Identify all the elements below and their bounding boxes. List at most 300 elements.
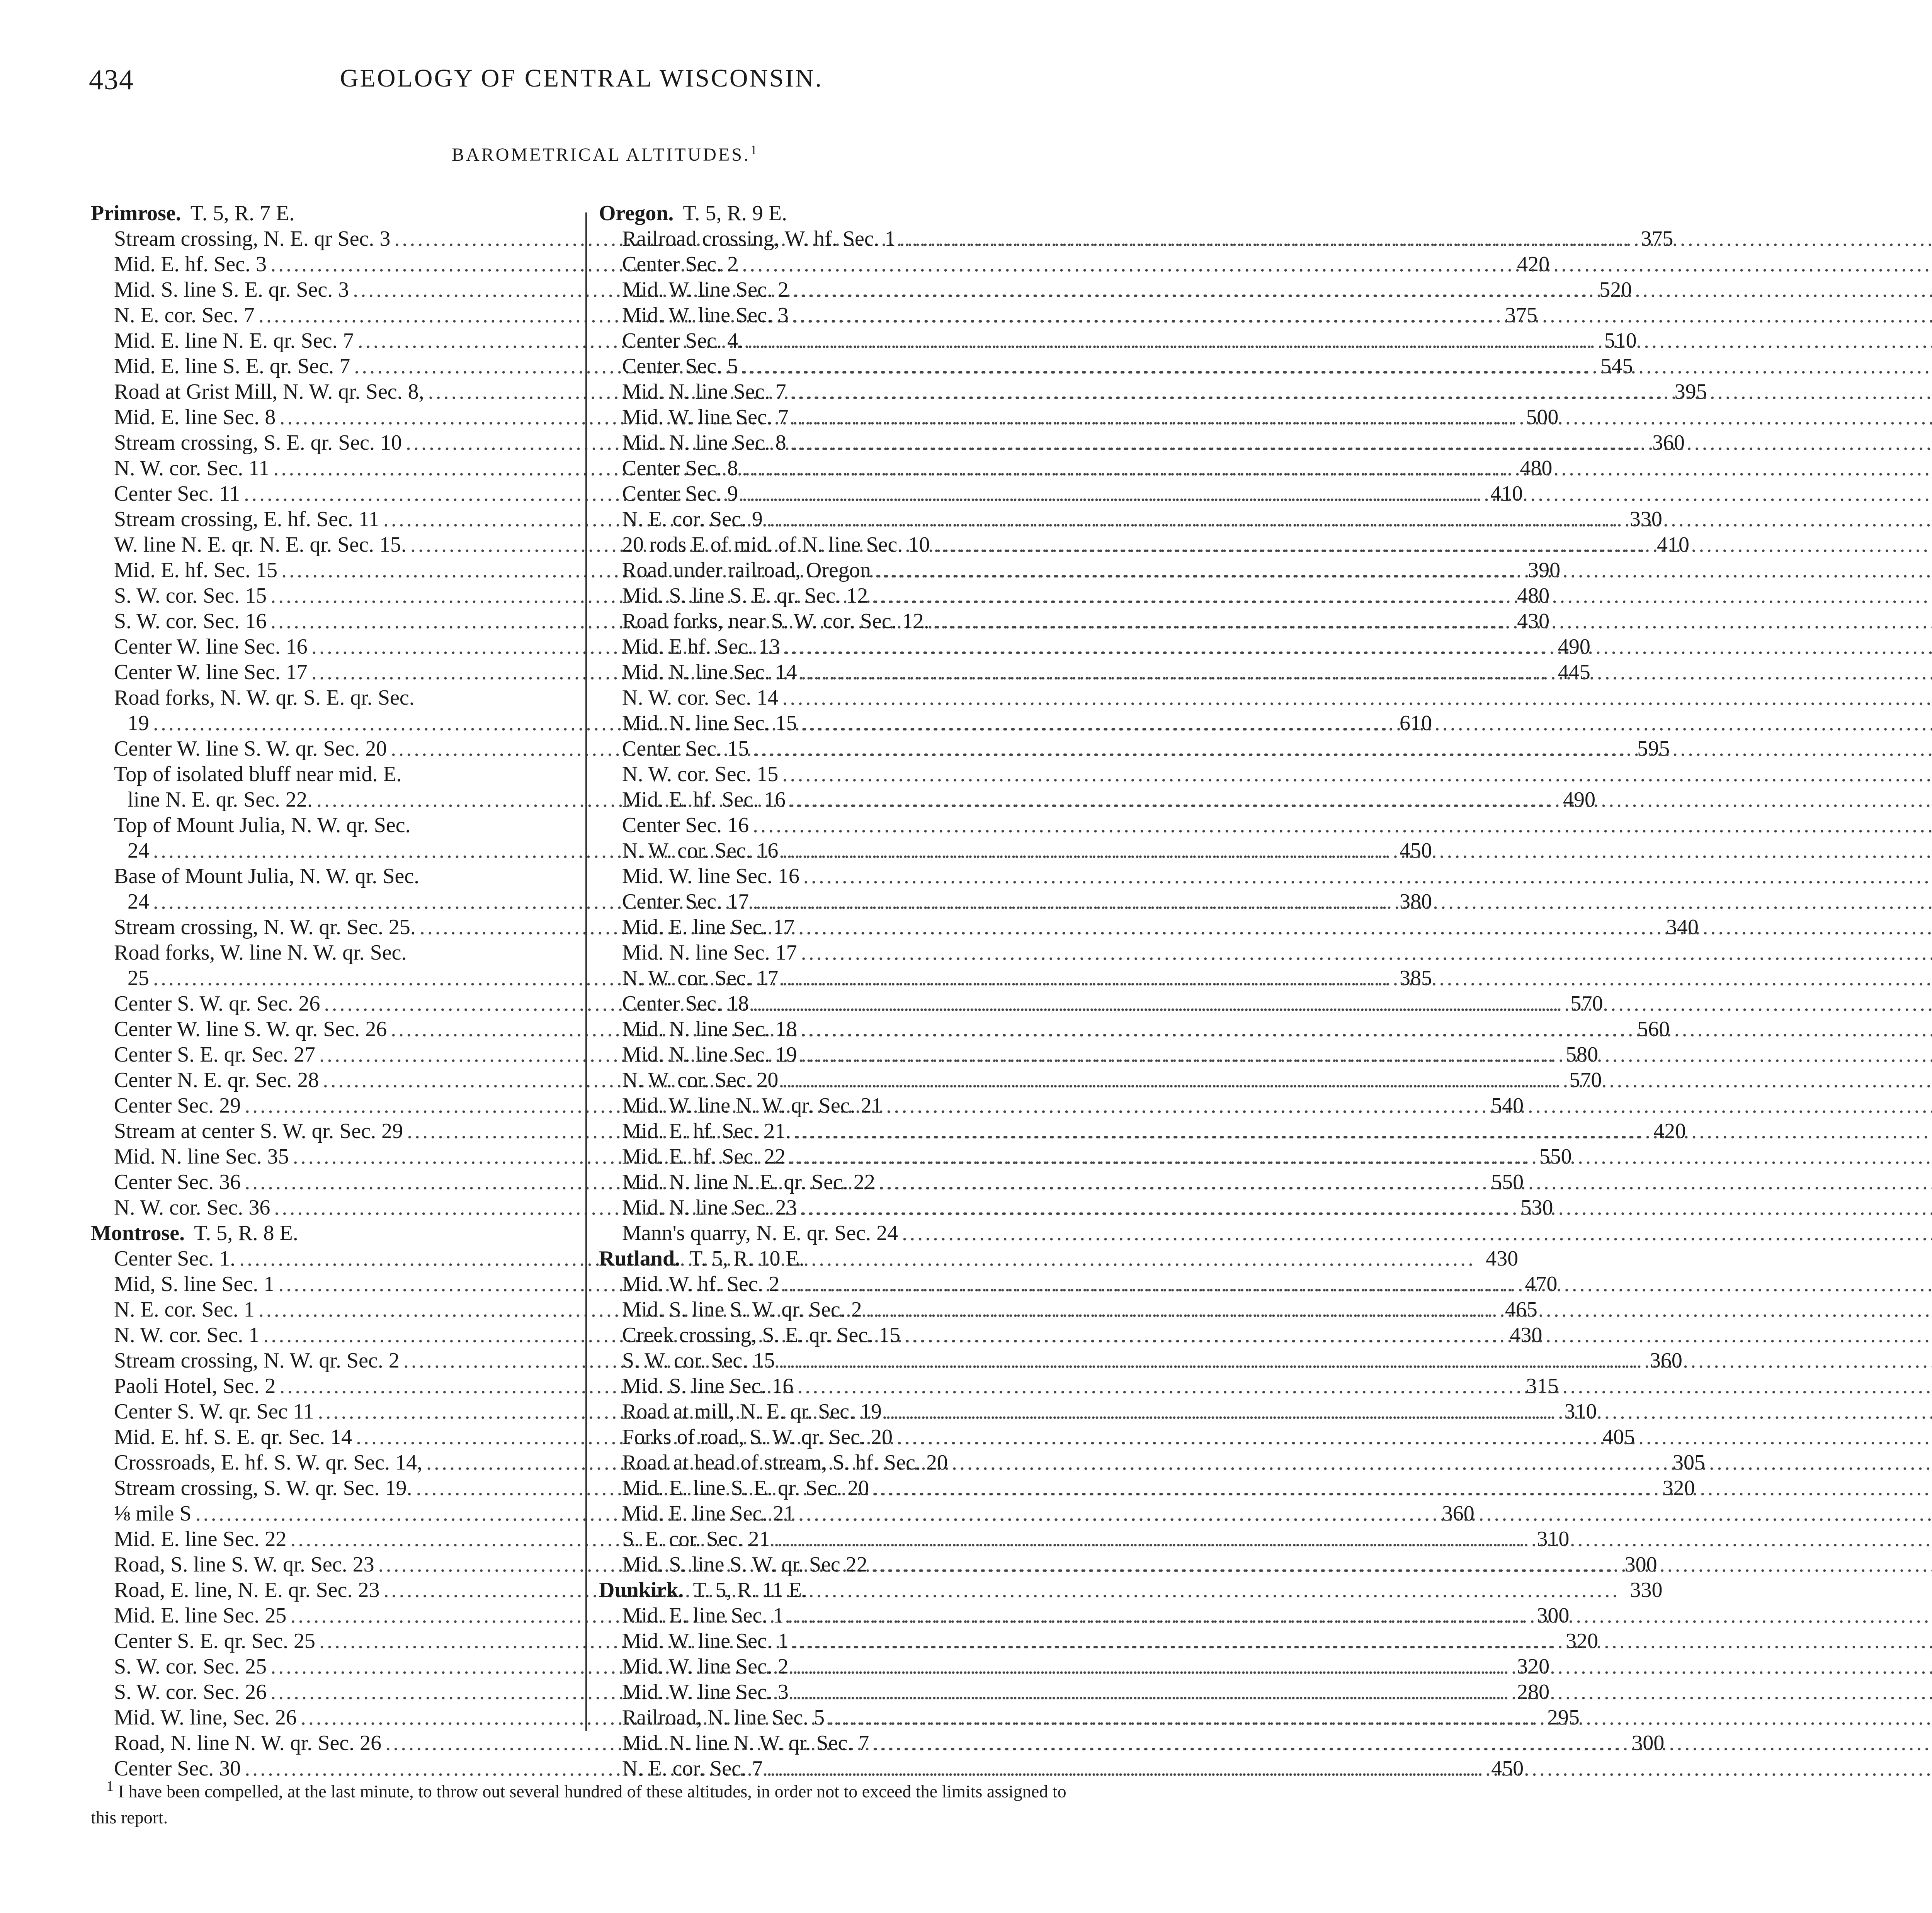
location: Center S. E. qr. Sec. 25: [114, 1629, 316, 1653]
leader-dots: [790, 379, 1932, 404]
leader-dots: [900, 226, 1932, 251]
leader-dots: [793, 303, 1932, 328]
altitude: 410: [1656, 533, 1689, 557]
leader-dots: [904, 1323, 1932, 1347]
right-column: [599, 201, 1080, 1782]
table-row: [599, 1705, 1080, 1731]
table-row: [599, 1425, 1080, 1450]
leader-dots: [873, 1476, 1932, 1500]
location: Road at mill, N. E. qr. Sec. 19: [622, 1400, 882, 1424]
location: Center Sec. 4.: [622, 329, 744, 353]
location: Center Sec. 1.: [114, 1247, 236, 1271]
leader-dots: [784, 1272, 1932, 1296]
altitude: 330: [1629, 507, 1662, 531]
table-row: [599, 1272, 1080, 1297]
location: N. W. cor. Sec. 11: [114, 456, 270, 480]
town-heading-rutland: [599, 1246, 1080, 1272]
footnote: [91, 1773, 1095, 1831]
location: Mid. E. line Sec. 8: [114, 405, 276, 429]
leader-dots: [879, 1170, 1932, 1194]
altitude: 310: [1537, 1527, 1570, 1551]
altitude: 360: [1442, 1502, 1475, 1526]
leader-dots: [793, 1680, 1932, 1704]
location: Center S. W. qr. Sec 11: [114, 1400, 314, 1424]
table-row: [599, 813, 1080, 838]
running-title: GEOLOGY OF CENTRAL WISCONSIN.: [340, 64, 823, 92]
location: Mid. S. line S. W. qr. Sec 22: [622, 1553, 867, 1577]
leader-dots: [747, 328, 1932, 353]
location: Center S. W. qr. Sec. 26: [114, 992, 320, 1016]
location: Road at head of stream, S. hf. Sec. 20: [622, 1451, 948, 1475]
location: N. W. cor. Sec. 20: [622, 1068, 779, 1092]
leader-dots: [952, 1450, 1932, 1475]
table-row: [599, 685, 1080, 711]
location: Center Sec. 9: [622, 482, 738, 506]
altitude: 595: [1637, 737, 1670, 761]
leader-dots: [798, 915, 1932, 940]
page-number: 434: [89, 64, 134, 96]
altitude: 330: [1630, 1578, 1663, 1602]
leader-dots: [886, 1093, 1932, 1118]
altitude: 375: [1505, 303, 1537, 327]
table-row: [599, 966, 1080, 991]
altitude: 340: [1666, 915, 1699, 939]
table-row: [599, 1017, 1080, 1042]
leader-dots: [797, 1374, 1932, 1398]
leader-dots: [753, 813, 1932, 838]
location: Top of isolated bluff near mid. E.: [114, 762, 402, 786]
leader-dots: [871, 1552, 1932, 1577]
location: W. line N. E. qr. N. E. qr. Sec. 15.: [114, 533, 406, 557]
location: Mid. W. line Sec. 1: [622, 1629, 789, 1653]
altitude: 490: [1558, 635, 1590, 659]
location: Mid. E. line S. E. qr. Sec. 20: [622, 1476, 869, 1500]
location: Stream crossing, E. hf. Sec. 11: [114, 507, 379, 531]
location: Mid. W. line Sec. 2: [622, 1655, 789, 1679]
altitude: 320: [1517, 1655, 1550, 1679]
table-row: [599, 1297, 1080, 1323]
location: Stream crossing, N. E. qr Sec. 3: [114, 227, 391, 251]
location: Center Sec. 17: [622, 890, 749, 914]
altitude: 380: [1400, 890, 1432, 914]
town-range: T. 5, R. 8 E.: [194, 1221, 298, 1245]
location: Paoli Hotel, Sec. 2: [114, 1374, 276, 1398]
leader-dots: [875, 558, 1932, 583]
leader-dots: [789, 787, 1932, 812]
location: Mid. E hf. Sec. 13: [622, 635, 781, 659]
town-range: T. 5, R. 7 E.: [190, 201, 295, 225]
table-row: [599, 456, 1080, 481]
table-row: [599, 915, 1080, 940]
leader-dots: [793, 1654, 1932, 1679]
altitude: 280: [1517, 1680, 1550, 1704]
location: 20 rods E of mid. of N. line Sec. 10: [622, 533, 930, 557]
leader-dots: [803, 864, 1932, 889]
location: Mid. E. hf. Sec. 21.: [622, 1119, 791, 1143]
table-row: [599, 1731, 1080, 1756]
location: Mid. S. line S. E. qr. Sec. 12: [622, 584, 868, 608]
leader-dots: [790, 430, 1932, 455]
location: Mid. W. line, Sec. 26: [114, 1706, 297, 1730]
location: Forks of road, S. W. qr. Sec. 20: [622, 1425, 893, 1449]
location: Center Sec. 16: [622, 813, 749, 837]
altitude: 430: [1517, 609, 1550, 633]
location: Mid. W. line Sec. 2: [622, 278, 789, 302]
leader-dots: [789, 1144, 1932, 1169]
location: N. W. cor. Sec. 15: [622, 762, 779, 786]
table-row: [599, 1170, 1080, 1195]
location: Road, S. line S. W. qr. Sec. 23: [114, 1553, 374, 1577]
location: Railroad crossing, W. hf. Sec. 1: [622, 227, 896, 251]
altitude: 530: [1520, 1196, 1553, 1220]
location: Center Sec. 11: [114, 482, 240, 506]
location: Mid. W. hf. Sec. 2: [622, 1272, 780, 1296]
altitude: 480: [1520, 456, 1553, 480]
leader-dots: [896, 1425, 1932, 1449]
leader-dots: [801, 940, 1932, 965]
location: Mid. E. line Sec. 22: [114, 1527, 287, 1551]
location: Mid. N. line Sec. 7: [622, 380, 786, 404]
table-row: [599, 1068, 1080, 1093]
location: 19: [128, 711, 149, 735]
table-row: [599, 1374, 1080, 1399]
leader-dots: [933, 609, 1932, 634]
leader-dots: [872, 583, 1932, 608]
location: N. E. cor. Sec. 7: [114, 303, 255, 327]
location: Mid. E. line S. E. qr. Sec. 7: [114, 354, 350, 378]
location: ⅛ mile S: [114, 1502, 192, 1526]
altitude: 405: [1602, 1425, 1635, 1449]
table-row: [599, 1527, 1080, 1552]
location: Road at Grist Mill, N. W. qr. Sec. 8,: [114, 380, 424, 404]
location: S. W. cor. Sec. 15: [114, 584, 267, 608]
altitude: 520: [1599, 278, 1632, 302]
location: Center Sec. 2: [622, 252, 738, 276]
table-row: [599, 889, 1080, 915]
table-row-continued: [91, 864, 572, 889]
town-name: Rutland.: [599, 1247, 680, 1271]
location: Mid. W. line Sec. 3: [622, 1680, 789, 1704]
altitude: 430: [1486, 1247, 1519, 1271]
location: Center N. E. qr. Sec. 28: [114, 1068, 319, 1092]
town-heading-primrose: [91, 201, 572, 226]
table-row: [599, 430, 1080, 456]
leader-dots: [784, 634, 1932, 659]
leader-dots: [828, 1705, 1932, 1730]
location: Road under railroad, Oregon: [622, 558, 871, 582]
altitude: 450: [1400, 839, 1432, 863]
leader-dots: [787, 1603, 1932, 1628]
location: N. W. cor. Sec. 16: [622, 839, 779, 863]
leader-dots: [801, 711, 1932, 736]
altitude: 550: [1539, 1145, 1572, 1169]
town-heading-dunkirk: [599, 1578, 1080, 1603]
altitude: 550: [1491, 1170, 1524, 1194]
location: Center Sec. 5: [622, 354, 738, 378]
location: Center Sec. 8: [622, 456, 738, 480]
altitude: 450: [1491, 1757, 1524, 1780]
altitude: 385: [1400, 966, 1432, 990]
location: 24: [128, 890, 149, 914]
altitude: 610: [1400, 711, 1432, 735]
location: Center Sec. 30: [114, 1757, 241, 1780]
altitude: 420: [1517, 252, 1550, 276]
altitude: 390: [1528, 558, 1561, 582]
altitude-table: [91, 201, 1707, 1780]
leader-dots: [742, 252, 1932, 277]
leader-dots: [782, 1068, 1932, 1092]
leader-dots: [886, 1399, 1932, 1424]
leader-dots: [795, 1119, 1932, 1143]
location: Mid. E. hf. Sec. 15: [114, 558, 278, 582]
section-title-text: BAROMETRICAL ALTITUDES.: [452, 144, 750, 165]
leader-dots: [742, 456, 1932, 481]
table-row: [599, 303, 1080, 328]
table-row: [599, 838, 1080, 864]
location: Mid. S. line S. E. qr. Sec. 3: [114, 278, 349, 302]
table-row: [599, 277, 1080, 303]
location: S. W. cor. Sec. 26: [114, 1680, 267, 1704]
location: Mid. N. line N. E. qr. Sec. 22: [622, 1170, 875, 1194]
town-rows-rutland: [599, 1272, 1080, 1578]
altitude: 570: [1569, 1068, 1602, 1092]
altitude: 560: [1637, 1017, 1670, 1041]
leader-dots: [801, 660, 1932, 685]
location: Base of Mount Julia, N. W. qr. Sec.: [114, 864, 420, 888]
table-row: [599, 558, 1080, 583]
location: Stream at center S. W. qr. Sec. 29: [114, 1119, 403, 1143]
location: Center W. line Sec. 17: [114, 660, 308, 684]
table-row: [599, 1119, 1080, 1144]
leader-dots: [774, 1527, 1932, 1551]
table-row: [599, 991, 1080, 1017]
town-name: Primrose.: [91, 201, 181, 225]
table-row: [599, 864, 1080, 889]
location: Center W. line S. W. qr. Sec. 26: [114, 1017, 387, 1041]
leader-dots: [753, 736, 1932, 761]
location: Mid. N. line Sec. 17: [622, 941, 797, 965]
table-row: [599, 1501, 1080, 1527]
altitude: 360: [1652, 431, 1685, 455]
town-name: Dunkirk.: [599, 1578, 684, 1602]
altitude: 445: [1558, 660, 1590, 684]
altitude: 480: [1517, 584, 1550, 608]
location: Mid. E. hf. Sec. 22: [622, 1145, 786, 1169]
altitude: 410: [1490, 482, 1523, 506]
leader-dots: [793, 405, 1932, 430]
location: Stream crossing, S. E. qr. Sec. 10: [114, 431, 402, 455]
location: Mid. W. line Sec. 16: [622, 864, 799, 888]
leader-dots: [742, 481, 1932, 506]
location: Mid. S. line S. W. qr. Sec. 2: [622, 1298, 862, 1322]
leader-dots: [793, 1629, 1932, 1653]
town-rows-dunkirk: [599, 1603, 1080, 1782]
location: Crossroads, E. hf. S. W. qr. Sec. 14,: [114, 1451, 422, 1475]
altitude: 320: [1566, 1629, 1599, 1653]
location: 25: [128, 966, 149, 990]
location: Mid. N. line Sec. 35: [114, 1145, 289, 1169]
town-name: Oregon.: [599, 201, 674, 225]
table-row: [599, 762, 1080, 787]
leader-dots: [866, 1297, 1932, 1322]
location: Road, E. line, N. E. qr. Sec. 23: [114, 1578, 380, 1602]
leader-dots: [782, 762, 1932, 787]
leader-dots: [767, 507, 1932, 532]
altitude: 490: [1563, 788, 1596, 812]
location: Mid. E. line Sec. 17: [622, 915, 795, 939]
location: Stream crossing, S. W. qr. Sec. 19.: [114, 1476, 412, 1500]
table-row: [599, 1323, 1080, 1348]
footnote-body: [91, 1773, 1095, 1831]
altitude: 300: [1537, 1604, 1570, 1628]
table-row: [599, 1399, 1080, 1425]
location: Center Sec. 18: [622, 992, 749, 1016]
location: N. W. cor. Sec. 36: [114, 1196, 270, 1220]
location: Center W. line Sec. 16: [114, 635, 308, 659]
location: Top of Mount Julia, N. W. qr. Sec.: [114, 813, 411, 837]
location: Mid. E. line Sec. 25: [114, 1604, 287, 1628]
location: Mid. N. line Sec. 15: [622, 711, 797, 735]
town-range: T. 5, R. 11 E.: [693, 1578, 807, 1602]
table-row: [599, 940, 1080, 966]
leader-dots: [798, 1501, 1932, 1526]
section-title: [0, 143, 1209, 165]
altitude: 545: [1600, 354, 1633, 378]
town-heading-oregon: [599, 201, 1080, 226]
table-row: [599, 226, 1080, 252]
location: line N. E. qr. Sec. 22.: [128, 788, 313, 812]
town-rows-oregon: [599, 226, 1080, 1246]
table-row: [599, 507, 1080, 532]
location: N. W. cor. Sec. 17: [622, 966, 779, 990]
leader-dots: [801, 1017, 1932, 1041]
altitude: 375: [1641, 227, 1673, 251]
location: Road forks, N. W. qr. S. E. qr. Sec.: [114, 686, 415, 710]
location: S. E. cor. Sec. 21: [622, 1527, 770, 1551]
altitude: 320: [1662, 1476, 1695, 1500]
location: Road forks, W. line N. W. qr. Sec.: [114, 941, 407, 965]
table-row: [599, 481, 1080, 507]
location: Road forks, near S. W. cor. Sec. 12.: [622, 609, 929, 633]
altitude: 540: [1491, 1094, 1524, 1118]
table-row: [599, 354, 1080, 379]
footnote-marker: 1: [106, 1778, 114, 1794]
table-row: [599, 1093, 1080, 1119]
town-range: T. 5, R. 9 E.: [683, 201, 787, 225]
location: Mid. W. line Sec. 7: [622, 405, 789, 429]
table-row-continued: [91, 813, 572, 838]
location: Road, N. line N. W. qr. Sec. 26: [114, 1731, 382, 1755]
altitude: 430: [1510, 1323, 1543, 1347]
location: N. E. cor. Sec. 7: [622, 1757, 763, 1780]
table-row: [599, 660, 1080, 685]
location: Railroad, N. line Sec. 5: [622, 1706, 825, 1730]
table-row: [599, 1552, 1080, 1578]
leader-dots: [742, 354, 1932, 379]
page-header: [89, 64, 1074, 106]
location: Mid. E. line Sec. 1: [622, 1604, 784, 1628]
altitude: 360: [1650, 1349, 1682, 1373]
table-row: [599, 1654, 1080, 1680]
location: Mid. E. hf. Sec. 16: [622, 788, 786, 812]
table-row: [599, 1603, 1080, 1629]
town-name: Montrose.: [91, 1221, 185, 1245]
location: Mid. S. line Sec. 16: [622, 1374, 794, 1398]
location: Center Sec. 36: [114, 1170, 241, 1194]
location: Mid. W. line Sec. 3: [622, 303, 789, 327]
location: N. W. cor. Sec. 14: [622, 686, 779, 710]
location: Mann's quarry, N. E. qr. Sec. 24: [622, 1221, 898, 1245]
table-row: [599, 736, 1080, 762]
leader-dots: [801, 1042, 1932, 1067]
table-row: [599, 328, 1080, 354]
leader-dots: [782, 685, 1932, 710]
table-row: [599, 1195, 1080, 1221]
location: N. E. cor. Sec. 1: [114, 1298, 255, 1322]
location: Mid. E. hf. S. E. qr. Sec. 14: [114, 1425, 352, 1449]
location: Center Sec. 29: [114, 1094, 241, 1118]
table-row: [599, 583, 1080, 609]
location: Mid. N. line Sec. 8: [622, 431, 786, 455]
table-row: [599, 787, 1080, 813]
table-row: [599, 532, 1080, 558]
table-row: [599, 1476, 1080, 1501]
leader-dots: [902, 1221, 1932, 1245]
location: S. W. cor. Sec. 16: [114, 609, 267, 633]
table-row: [599, 1348, 1080, 1374]
location: Center S. E. qr. Sec. 27: [114, 1043, 316, 1067]
leader-dots: [782, 838, 1932, 863]
table-row: [599, 1144, 1080, 1170]
altitude: 300: [1632, 1731, 1665, 1755]
leader-dots: [782, 966, 1932, 990]
location: S. W. cor. Sec. 25: [114, 1655, 267, 1679]
table-row: [599, 634, 1080, 660]
location: Stream crossing, N. W. qr. Sec. 2: [114, 1349, 400, 1373]
location: Center Sec. 15: [622, 737, 749, 761]
table-row: [599, 1042, 1080, 1068]
location: Center W. line S. W. qr. Sec. 20: [114, 737, 387, 761]
table-row: [599, 1629, 1080, 1654]
location: Mid. E. line Sec. 21: [622, 1502, 795, 1526]
leader-dots: [801, 1195, 1932, 1220]
location: Mid. E. hf. Sec. 3: [114, 252, 267, 276]
altitude: 395: [1674, 380, 1707, 404]
town-range: T. 5, R. 10 E.: [689, 1247, 804, 1271]
table-row: [599, 1680, 1080, 1705]
table-row: [599, 711, 1080, 736]
location: S. W. cor. Sec. 15: [622, 1349, 775, 1373]
table-row-continued: [91, 940, 572, 966]
table-row: [599, 1221, 1080, 1246]
town-heading-montrose: [91, 1221, 572, 1246]
location: 24: [128, 839, 149, 863]
table-row: [599, 405, 1080, 430]
altitude: 310: [1564, 1400, 1597, 1424]
table-row: [599, 1450, 1080, 1476]
location: Stream crossing, N. W. qr. Sec. 25.: [114, 915, 416, 939]
location: Mid. N. line Sec. 18: [622, 1017, 797, 1041]
leader-dots: [934, 532, 1932, 557]
location: Mid, S. line Sec. 1: [114, 1272, 275, 1296]
location: Mid. W. line N. W. qr. Sec. 21: [622, 1094, 883, 1118]
leader-dots: [873, 1731, 1932, 1755]
altitude: 580: [1566, 1043, 1599, 1067]
table-row: [599, 379, 1080, 405]
altitude: 470: [1525, 1272, 1558, 1296]
leader-dots: [753, 991, 1932, 1016]
table-row: [599, 609, 1080, 634]
